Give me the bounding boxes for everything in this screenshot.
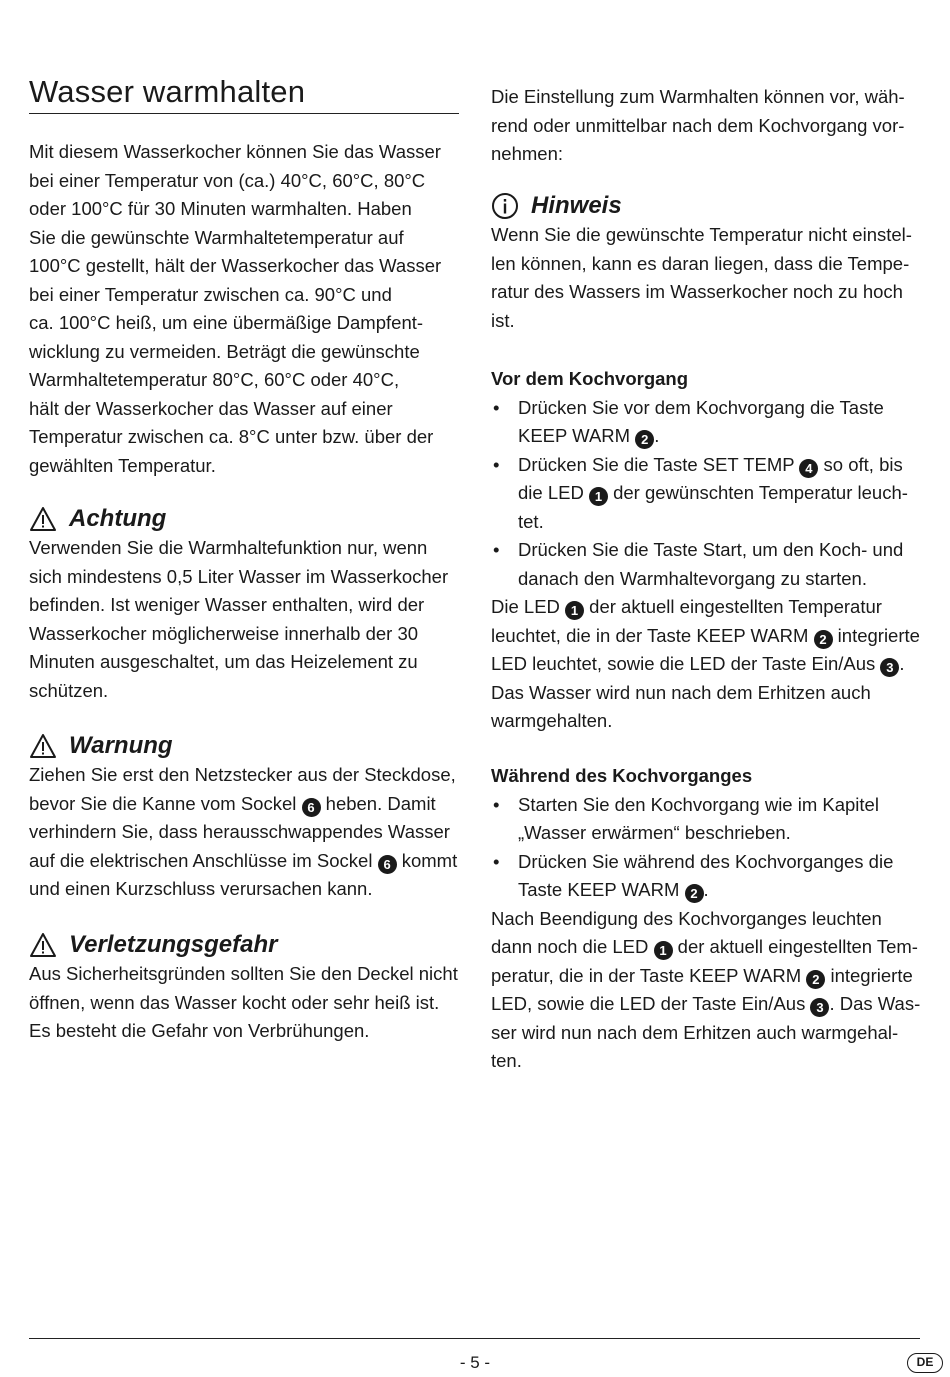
text-segment: heben. Damit <box>320 792 436 814</box>
text-line: gewählten Temperatur. <box>29 454 216 476</box>
text-segment: . <box>654 425 660 446</box>
text-segment: Das Wasser wird nun nach dem Erhitzen auch <box>491 681 871 703</box>
text-line: Verwenden Sie die Warmhaltefunktion nur, wenn <box>29 537 428 558</box>
list-item <box>491 451 920 537</box>
achtung-text <box>29 534 448 705</box>
text-line: Sie die gewünschte Warmhaltetemperatur auf <box>29 226 404 248</box>
text-line <box>518 479 920 508</box>
warnung-heading <box>29 731 457 761</box>
achtung-section <box>29 504 448 705</box>
during-cooking-list <box>491 791 920 905</box>
text-line: hält der Wasserkocher das Wasser auf einer <box>29 397 393 419</box>
during-cooking-section <box>491 762 920 1076</box>
part-number-icon: 6 <box>302 798 321 817</box>
text-segment: dann noch die LED <box>491 936 654 957</box>
part-number-icon: 1 <box>589 487 608 506</box>
verletzungsgefahr-title: Verletzungsgefahr <box>69 931 278 958</box>
text-segment: der aktuell eingestellten Tem- <box>672 936 918 957</box>
before-cooking-result <box>491 593 920 736</box>
text-segment: tet. <box>518 510 544 532</box>
text-segment: Starten Sie den Kochvorgang wie im Kapitel <box>518 793 879 815</box>
text-line <box>518 451 920 480</box>
text-line <box>518 791 920 820</box>
hinweis-title: Hinweis <box>531 192 622 219</box>
text-segment: danach den Warmhaltevorgang zu starten. <box>518 567 867 589</box>
before-cooking-heading: Vor dem Kochvorgang <box>491 368 689 389</box>
page-number: - 5 - <box>459 1353 491 1372</box>
text-segment: . <box>703 879 709 900</box>
text-line: schützen. <box>29 679 109 701</box>
text-segment: so oft, bis <box>818 453 903 475</box>
text-line <box>518 508 920 537</box>
text-line <box>518 394 920 423</box>
text-line: Temperatur zwischen ca. 8°C unter bzw. über der <box>29 426 434 447</box>
text-line <box>491 707 920 736</box>
text-segment: Ziehen Sie erst den Netzstecker aus der Steckdose, <box>29 764 456 785</box>
text-line: wicklung zu vermeiden. Beträgt die gewünschte <box>29 340 420 362</box>
text-line: bei einer Temperatur zwischen ca. 90°C und <box>29 283 392 305</box>
text-segment: Taste KEEP WARM <box>518 879 685 900</box>
list-item <box>491 791 920 848</box>
warning-triangle-icon <box>29 733 57 759</box>
text-line <box>29 875 457 904</box>
text-line: öffnen, wenn das Wasser kocht oder sehr heiß ist. <box>29 991 440 1013</box>
text-line: ratur des Wassers im Wasserkocher noch zu hoch <box>491 281 903 302</box>
list-item <box>491 848 920 905</box>
warnung-section <box>29 731 457 904</box>
text-line <box>29 818 457 847</box>
text-segment: LED leuchtet, sowie die LED der Taste Ein/Aus <box>491 653 881 674</box>
text-line: Wenn Sie die gewünschte Temperatur nicht einstel- <box>491 224 912 245</box>
text-line: rend oder unmittelbar nach dem Kochvorgang vor- <box>491 114 905 136</box>
text-line: 100°C gestellt, hält der Wasserkocher das Wasser <box>29 255 442 276</box>
text-line: bei einer Temperatur von (ca.) 40°C, 60°C, 80°C <box>29 169 426 191</box>
text-segment: . Das Was- <box>829 993 921 1014</box>
warning-triangle-icon <box>29 506 57 532</box>
text-segment: auf die elektrischen Anschlüsse im Sockel <box>29 849 378 871</box>
warnung-title: Warnung <box>69 732 173 759</box>
bullet-icon: • <box>493 793 500 815</box>
text-line: Aus Sicherheitsgründen sollten Sie den Deckel nicht <box>29 963 458 984</box>
text-segment: ten. <box>491 1050 522 1071</box>
text-segment: Drücken Sie vor dem Kochvorgang die Taste <box>518 396 884 418</box>
text-line <box>518 876 920 905</box>
text-segment: der aktuell eingestellten Temperatur <box>584 596 882 617</box>
part-number-icon: 2 <box>685 884 704 903</box>
text-line: Mit diesem Wasserkocher können Sie das Wasser <box>29 141 441 162</box>
text-line: oder 100°C für 30 Minuten warmhalten. Haben <box>29 198 412 219</box>
text-line: Es besteht die Gefahr von Verbrühungen. <box>29 1020 370 1041</box>
text-line: ca. 100°C heiß, um eine übermäßige Dampfent- <box>29 312 424 333</box>
language-badge: DE <box>907 1353 943 1373</box>
text-segment: warmgehalten. <box>491 710 613 731</box>
text-line: Wasserkocher möglicherweise innerhalb der 30 <box>29 622 419 644</box>
text-line <box>491 593 920 622</box>
text-line <box>491 622 920 651</box>
text-segment: „Wasser erwärmen“ beschrieben. <box>518 822 791 843</box>
verletzungsgefahr-section <box>29 930 458 1046</box>
hinweis-heading <box>491 191 912 221</box>
during-cooking-result <box>491 905 920 1076</box>
settings-intro <box>491 83 905 169</box>
text-line <box>491 650 920 679</box>
text-line: Die Einstellung zum Warmhalten können vor, wäh- <box>491 86 905 107</box>
text-segment: und einen Kurzschluss verursachen kann. <box>29 878 373 899</box>
achtung-heading <box>29 504 448 534</box>
text-line <box>29 790 457 819</box>
hinweis-section <box>491 191 912 335</box>
text-line <box>29 847 457 876</box>
title-divider <box>29 113 459 114</box>
verletzungsgefahr-text <box>29 960 458 1046</box>
bullet-icon: • <box>493 396 500 418</box>
text-line <box>491 933 920 962</box>
during-cooking-heading: Während des Kochvorganges <box>491 765 753 786</box>
part-number-icon: 2 <box>635 430 654 449</box>
verletzungsgefahr-heading <box>29 930 458 960</box>
text-segment: . <box>899 653 905 674</box>
part-number-icon: 3 <box>880 658 899 677</box>
part-number-icon: 3 <box>810 998 829 1017</box>
text-line: ist. <box>491 309 515 331</box>
text-line <box>491 905 920 934</box>
text-segment: peratur, die in der Taste KEEP WARM <box>491 964 807 986</box>
footer-divider <box>29 1338 920 1339</box>
info-circle-icon <box>491 192 519 220</box>
text-line: len können, kann es daran liegen, dass die Tempe- <box>491 252 910 274</box>
list-item <box>491 394 920 451</box>
text-segment: Drücken Sie die Taste SET TEMP <box>518 453 800 475</box>
before-cooking-section <box>491 365 920 736</box>
before-cooking-list <box>491 394 920 594</box>
text-segment: verhindern Sie, dass herausschwappendes Wasser <box>29 821 450 842</box>
warning-triangle-icon <box>29 932 57 958</box>
text-segment: ser wird nun nach dem Erhitzen auch warmgehal- <box>491 1021 899 1043</box>
text-line <box>518 848 920 877</box>
text-line <box>491 1047 920 1076</box>
text-line <box>491 1019 920 1048</box>
text-segment: der gewünschten Temperatur leuch- <box>607 482 908 503</box>
text-segment: bevor Sie die Kanne vom Sockel <box>29 792 302 814</box>
text-segment: integrierte <box>832 624 920 646</box>
text-segment: leuchtet, die in der Taste KEEP WARM <box>491 624 814 646</box>
bullet-icon: • <box>493 539 500 560</box>
text-segment: integrierte <box>825 964 913 986</box>
text-segment: KEEP WARM <box>518 425 636 446</box>
intro-paragraph <box>29 138 441 480</box>
text-segment: Drücken Sie während des Kochvorganges die <box>518 850 894 872</box>
text-line <box>518 819 920 848</box>
text-line <box>491 679 920 708</box>
part-number-icon: 4 <box>799 459 818 478</box>
warnung-text <box>29 761 457 904</box>
text-line <box>518 422 920 451</box>
part-number-icon: 1 <box>565 601 584 620</box>
part-number-icon: 2 <box>814 630 833 649</box>
text-segment: Nach Beendigung des Kochvorganges leuchten <box>491 907 882 929</box>
text-line <box>491 962 920 991</box>
text-segment: LED, sowie die LED der Taste Ein/Aus <box>491 993 811 1014</box>
page-title: Wasser warmhalten <box>29 74 306 109</box>
bullet-icon: • <box>493 453 500 475</box>
text-line <box>491 990 920 1019</box>
text-segment: die LED <box>518 482 589 503</box>
text-segment: Die LED <box>491 596 566 617</box>
list-item <box>491 536 920 593</box>
text-line: befinden. Ist weniger Wasser enthalten, wird der <box>29 594 425 615</box>
text-line: nehmen: <box>491 143 563 164</box>
bullet-icon: • <box>493 850 500 872</box>
text-line: Warmhaltetemperatur 80°C, 60°C oder 40°C, <box>29 369 400 390</box>
hinweis-text <box>491 221 912 335</box>
text-line <box>518 536 920 565</box>
achtung-title: Achtung <box>69 505 167 532</box>
text-line <box>518 565 920 594</box>
part-number-icon: 2 <box>806 970 825 989</box>
text-segment: kommt <box>396 849 458 871</box>
text-segment: Drücken Sie die Taste Start, um den Koch- und <box>518 539 904 560</box>
text-line: sich mindestens 0,5 Liter Wasser im Wasserkocher <box>29 565 449 587</box>
part-number-icon: 6 <box>378 855 397 874</box>
part-number-icon: 1 <box>654 941 673 960</box>
text-line <box>29 761 457 790</box>
text-line: Minuten ausgeschaltet, um das Heizelement zu <box>29 651 418 672</box>
